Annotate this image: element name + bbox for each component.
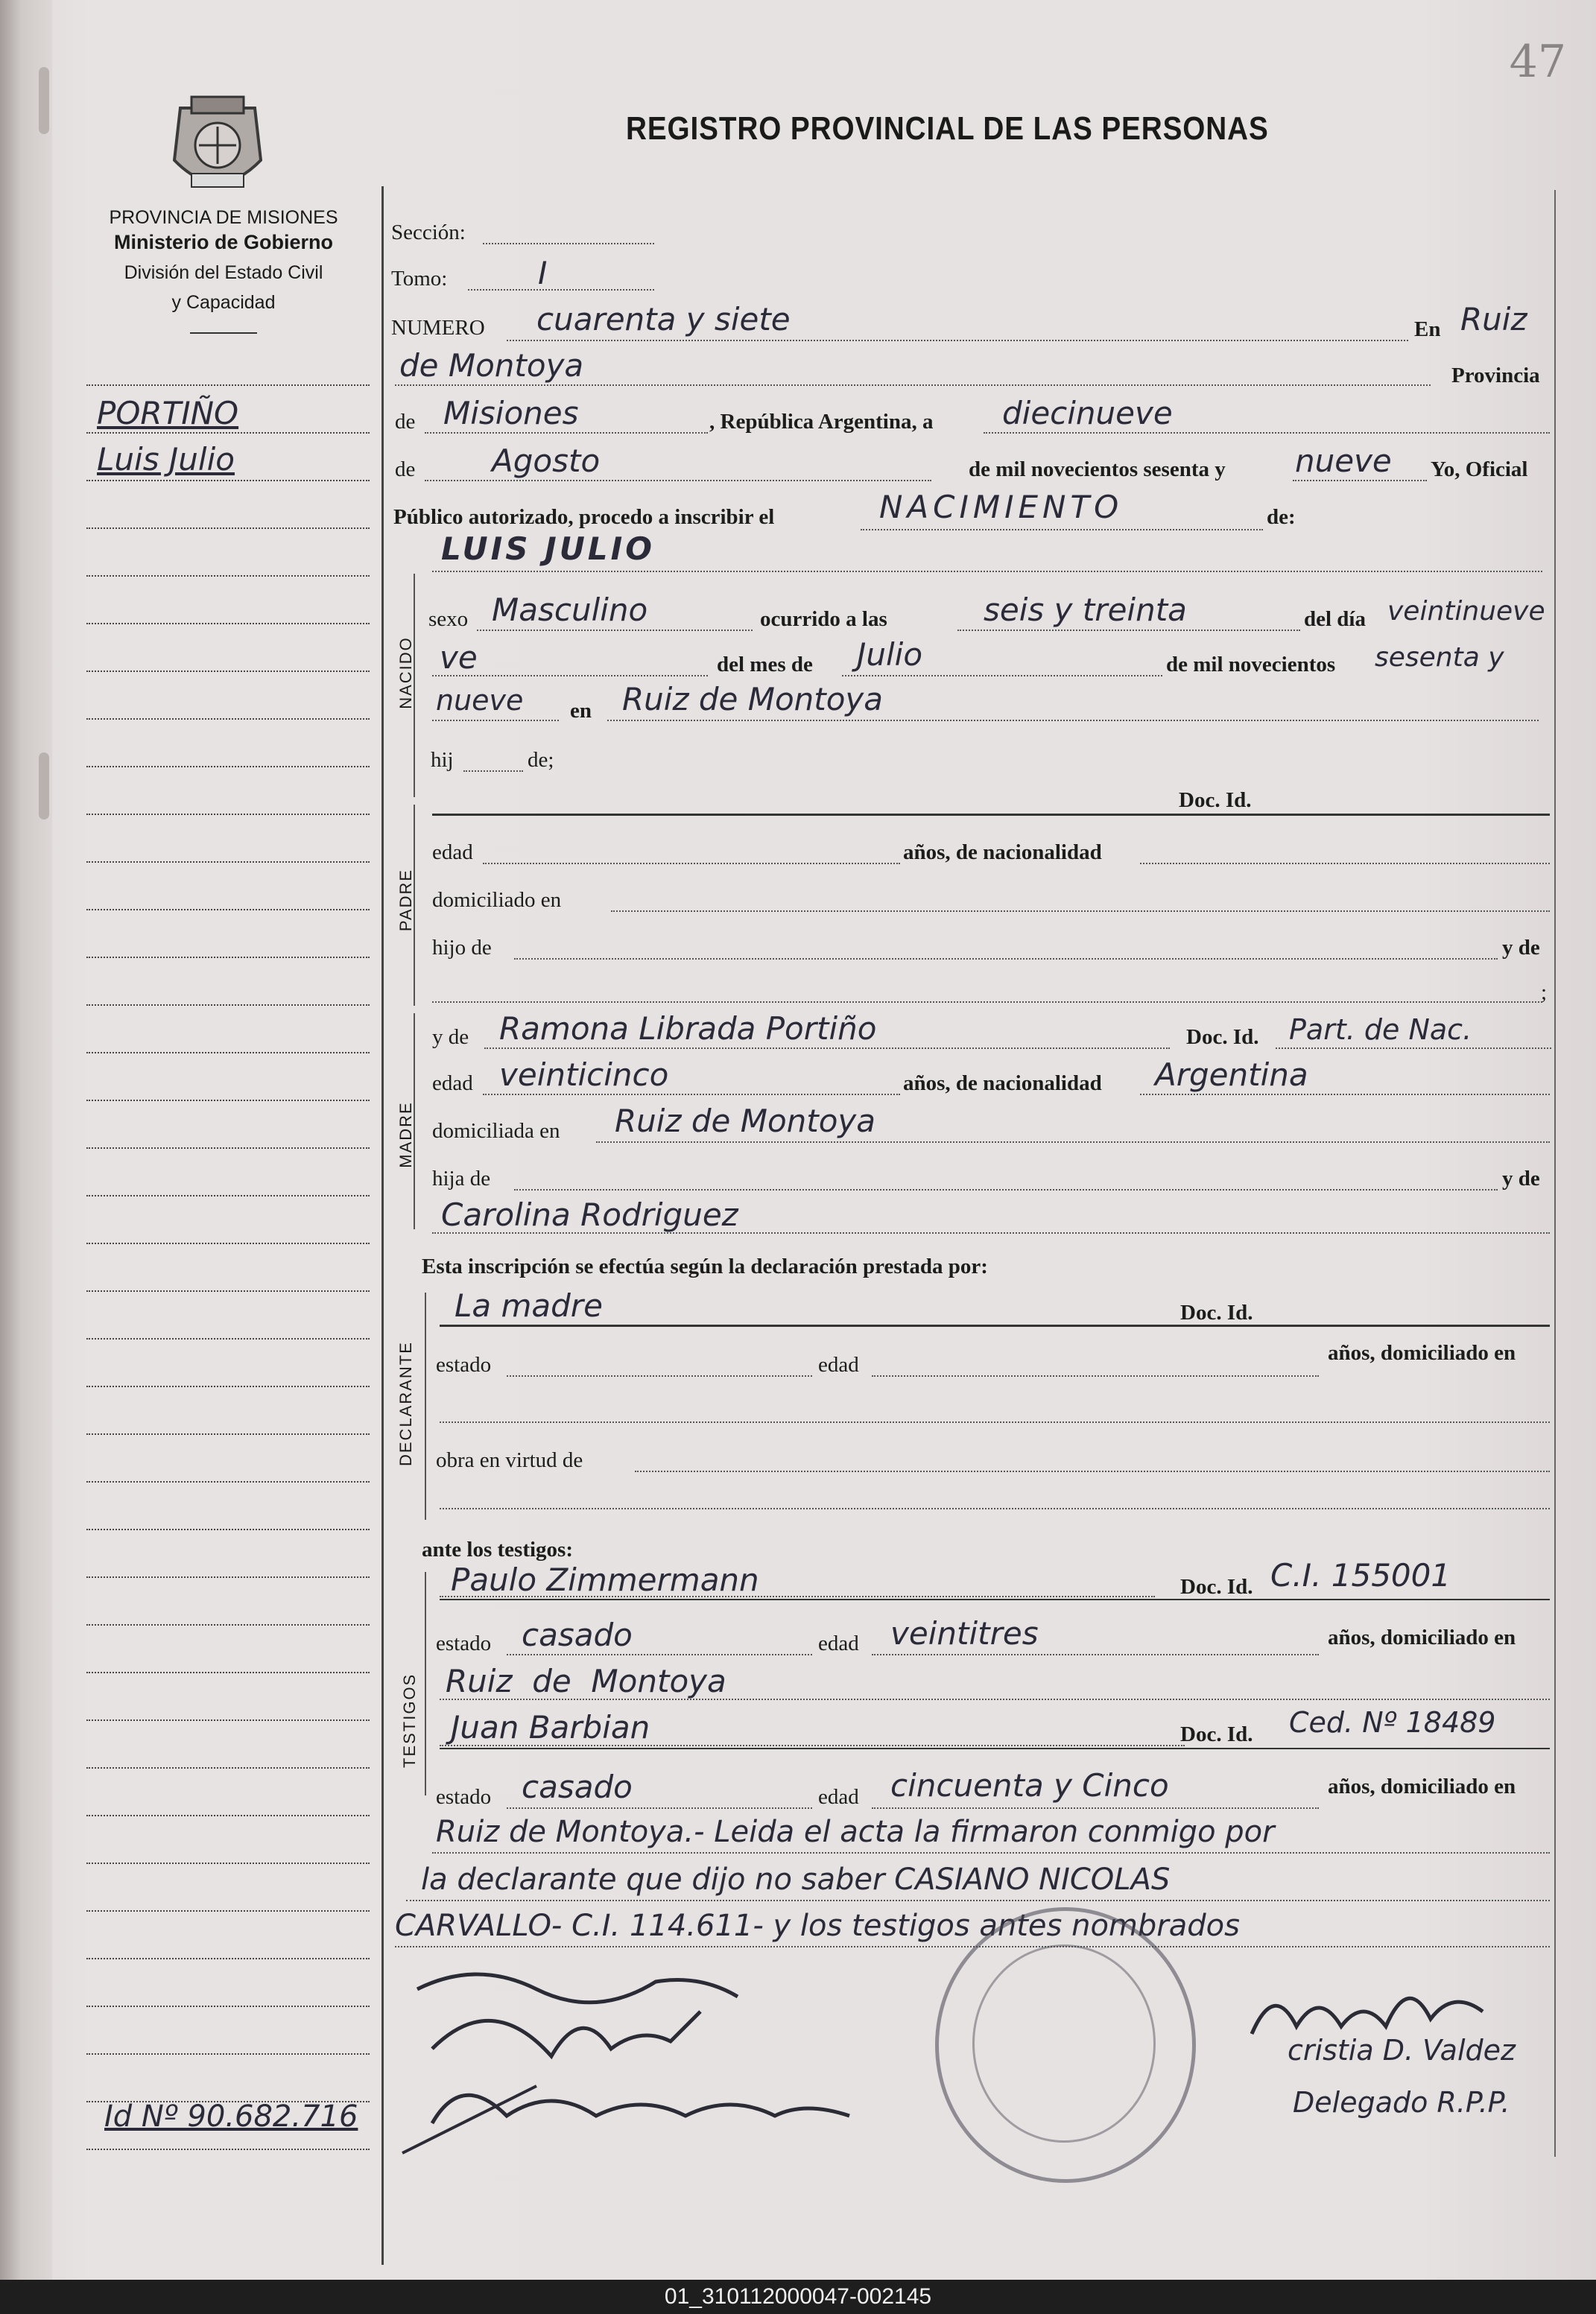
label-doc-id-testigo1: Doc. Id.: [1180, 1575, 1253, 1599]
value-tomo: I: [538, 255, 548, 291]
label-edad-madre: edad: [432, 1071, 473, 1095]
side-label-padre: PADRE: [396, 868, 415, 932]
fill-line: [635, 1471, 1550, 1472]
margin-line: [86, 2053, 370, 2055]
fill-line: [507, 1654, 812, 1655]
value-madre-doc: Part. de Nac.: [1289, 1013, 1472, 1046]
value-testigo2-estado: casado: [522, 1769, 633, 1805]
label-anos-dom-testigo2: años, domiciliado en: [1328, 1775, 1516, 1798]
fill-line: [596, 1141, 1550, 1143]
fill-line: [425, 432, 708, 434]
org-division-2: y Capacidad: [171, 292, 276, 313]
label-doc-id-declarante: Doc. Id.: [1180, 1301, 1253, 1325]
label-ocurrido: ocurrido a las: [760, 607, 887, 631]
fill-line: [483, 863, 900, 864]
value-lugar-1: Ruiz: [1460, 301, 1527, 337]
label-y-de-madre-2: y de: [1502, 1167, 1540, 1191]
margin-line: [86, 1243, 370, 1244]
label-seccion: Sección:: [391, 221, 466, 244]
value-madre-edad: veinticinco: [499, 1056, 669, 1093]
margin-line: [86, 1290, 370, 1292]
margin-line: [86, 909, 370, 910]
margin-line: [86, 671, 370, 672]
fill-line: [872, 1375, 1319, 1377]
fill-line: [432, 1001, 1542, 1003]
margin-id-number: Id Nº 90.682.716: [104, 2099, 358, 2134]
value-dia-nac: veintinueve: [1387, 596, 1545, 627]
fill-line: [440, 1599, 1550, 1600]
label-de: de: [395, 410, 416, 434]
fill-line: [395, 384, 1431, 386]
margin-line: [86, 2149, 370, 2150]
label-yo-oficial: Yo, Oficial: [1431, 457, 1528, 481]
fill-line: [484, 1047, 1170, 1049]
fill-line: [477, 630, 753, 631]
label-doc-id-padre: Doc. Id.: [1179, 788, 1252, 812]
right-border: [1554, 190, 1556, 2157]
margin-line: [86, 1529, 370, 1530]
label-domiciliado-padre: domiciliado en: [432, 888, 562, 912]
fill-line: [432, 571, 1542, 572]
label-anos-nac-padre: años, de nacionalidad: [903, 840, 1102, 864]
margin-line: [86, 1576, 370, 1578]
fill-line: [483, 1094, 900, 1095]
fill-line: [432, 720, 559, 721]
margin-line: [86, 2006, 370, 2007]
value-testigo2-dom: Ruiz de Montoya.- Leida el acta la firmaron conmigo por: [436, 1815, 1275, 1849]
fill-line: [468, 289, 654, 291]
margin-line: [86, 1863, 370, 1864]
section-bracket: [425, 1572, 426, 1795]
label-declaracion: Esta inscripción se efectúa según la declaración prestada por:: [422, 1255, 988, 1278]
label-hijo-de: hijo de: [432, 936, 492, 960]
witness-signatures-icon: [387, 1944, 954, 2168]
fill-line: [842, 675, 1162, 676]
label-doc-id-testigo2: Doc. Id.: [1180, 1722, 1253, 1746]
binding-edge: [0, 0, 52, 2280]
margin-line: [86, 575, 370, 577]
binding-hole: [39, 752, 49, 820]
value-acto: NACIMIENTO: [879, 489, 1124, 525]
org-ministry: Ministerio de Gobierno: [113, 231, 334, 253]
value-madre-dom: Ruiz de Montoya: [615, 1103, 876, 1139]
label-ante: ante los testigos:: [422, 1538, 573, 1562]
label-edad-testigo2: edad: [818, 1785, 859, 1809]
label-de-mil-nov: de mil novecientos: [1166, 653, 1336, 676]
margin-line: [86, 432, 370, 434]
value-hora: seis y treinta: [984, 592, 1187, 628]
fill-line: [984, 432, 1550, 434]
label-edad-declarante: edad: [818, 1353, 859, 1377]
value-declarante: La madre: [455, 1287, 603, 1324]
official-stamp-inner: [972, 1944, 1156, 2143]
margin-line: [86, 1004, 370, 1006]
label-mil-novecientos: de mil novecientos sesenta y: [969, 457, 1226, 481]
side-label-nacido: NACIDO: [396, 636, 415, 709]
footer-image-id: 01_310112000047-002145: [0, 2280, 1596, 2314]
value-cierre-1: la declarante que dijo no saber CASIANO NICOLAS: [421, 1863, 1171, 1897]
margin-line: [86, 1672, 370, 1673]
fill-line: [440, 1748, 1550, 1749]
fill-line: [507, 1807, 812, 1809]
label-obra: obra en virtud de: [436, 1448, 583, 1472]
margin-line: [86, 527, 370, 529]
value-sexo: Masculino: [492, 592, 648, 628]
fill-line: [607, 720, 1539, 721]
value-anio-nac-2: nueve: [436, 684, 524, 717]
side-label-testigos: TESTIGOS: [400, 1673, 419, 1768]
page-number: 47: [1509, 36, 1566, 88]
value-provincia: Misiones: [443, 395, 579, 431]
label-estado-declarante: estado: [436, 1353, 492, 1377]
label-hija-de: hija de: [432, 1167, 491, 1191]
value-nombre: LUIS JULIO: [441, 530, 655, 567]
margin-line: [86, 1386, 370, 1387]
margin-line: [86, 1481, 370, 1483]
side-label-declarante: DECLARANTE: [396, 1341, 415, 1466]
margin-surname: PORTIÑO: [97, 395, 239, 431]
label-de-semicolon: de;: [528, 748, 554, 772]
registry-title: REGISTRO PROVINCIAL DE LAS PERSONAS: [626, 110, 1269, 147]
label-hij: hij: [431, 748, 454, 772]
fill-line: [432, 1852, 1550, 1854]
value-madre-nombre: Ramona Librada Portiño: [499, 1010, 877, 1047]
label-republica: , República Argentina, a: [709, 410, 934, 434]
margin-line: [86, 814, 370, 815]
fill-line: [1140, 863, 1550, 864]
label-domiciliada: domiciliada en: [432, 1119, 560, 1143]
margin-line: [86, 1195, 370, 1196]
fill-line: [514, 958, 1498, 960]
margin-given-names: Luis Julio: [97, 441, 235, 478]
margin-line: [86, 1338, 370, 1340]
value-lugar-2: de Montoya: [399, 347, 584, 384]
margin-line: [86, 1100, 370, 1101]
value-madre-padres: Carolina Rodriguez: [441, 1196, 738, 1233]
label-estado-testigo2: estado: [436, 1785, 492, 1809]
margin-line: [86, 957, 370, 958]
label-sexo: sexo: [428, 607, 469, 631]
fill-line: [507, 340, 1408, 341]
fill-line: [1140, 1094, 1550, 1095]
label-del-dia: del día: [1304, 607, 1366, 631]
fill-line: [440, 1421, 1550, 1423]
label-de: de: [395, 457, 416, 481]
value-anio-nac: sesenta y: [1375, 642, 1504, 673]
value-testigo1: Paulo Zimmermann: [451, 1562, 759, 1598]
value-testigo2-doc: Ced. Nº 18489: [1289, 1706, 1496, 1739]
label-tomo: Tomo:: [391, 267, 448, 291]
value-mes-nac: Julio: [857, 636, 923, 673]
label-estado-testigo1: estado: [436, 1632, 492, 1655]
fill-line: [861, 529, 1263, 530]
fill-line: [507, 1375, 812, 1377]
label-anos-dom-testigo1: años, domiciliado en: [1328, 1626, 1516, 1649]
fill-line: [425, 480, 931, 481]
label-en: En: [1414, 317, 1441, 341]
fill-line: [406, 1900, 1550, 1901]
official-title: Delegado R.P.P.: [1293, 2086, 1510, 2119]
fill-line: [440, 1325, 1550, 1327]
label-edad-testigo1: edad: [818, 1632, 859, 1655]
label-anos-dom-declarante: años, domiciliado en: [1328, 1341, 1516, 1365]
margin-line: [86, 384, 370, 386]
label-y-de-padre: y de: [1502, 936, 1540, 960]
section-bracket: [425, 1293, 426, 1520]
margin-line: [86, 1052, 370, 1053]
side-label-madre: MADRE: [396, 1101, 415, 1168]
value-madre-nac: Argentina: [1155, 1056, 1308, 1093]
value-lugar-nac: Ruiz de Montoya: [622, 681, 884, 717]
fill-line: [872, 1807, 1319, 1809]
label-publico: Público autorizado, procedo a inscribir el: [393, 505, 775, 529]
value-testigo1-dom: Ruiz de Montoya: [446, 1663, 726, 1699]
margin-line: [86, 1719, 370, 1721]
binding-hole: [39, 67, 49, 134]
label-de-colon: de:: [1267, 505, 1296, 529]
label-semicolon: ;: [1541, 980, 1548, 1004]
fill-line: [1276, 1047, 1551, 1049]
value-testigo1-edad: veintitres: [890, 1615, 1039, 1652]
label-del-mes: del mes de: [717, 653, 813, 676]
value-testigo2: Juan Barbian: [451, 1709, 650, 1746]
org-division: División del Estado Civil: [124, 262, 323, 283]
margin-line: [86, 1433, 370, 1435]
label-provincia: Provincia: [1451, 364, 1540, 387]
provincial-seal-icon: [165, 93, 270, 201]
value-numero: cuarenta y siete: [536, 301, 791, 337]
fill-line: [1293, 480, 1427, 481]
label-anos-nac-madre: años, de nacionalidad: [903, 1071, 1102, 1095]
fill-line: [463, 770, 523, 772]
margin-line: [86, 480, 370, 481]
fill-line: [432, 814, 1550, 816]
fill-line: [611, 910, 1550, 912]
value-testigo1-doc: C.I. 155001: [1270, 1557, 1451, 1594]
fill-line: [514, 1189, 1498, 1191]
margin-line: [86, 1910, 370, 1912]
column-divider: [381, 186, 384, 2265]
margin-line: [86, 1147, 370, 1149]
value-testigo2-edad: cincuenta y Cinco: [890, 1767, 1169, 1804]
margin-line: [86, 1624, 370, 1626]
margin-line: [86, 718, 370, 720]
divider: [190, 332, 257, 334]
fill-line: [483, 243, 654, 244]
margin-line: [86, 1767, 370, 1769]
fill-line: [872, 1654, 1319, 1655]
label-en-lower: en: [570, 699, 592, 723]
value-anio: nueve: [1295, 443, 1392, 479]
label-y-de-madre: y de: [432, 1025, 469, 1049]
label-edad-padre: edad: [432, 840, 473, 864]
margin-line: [86, 623, 370, 624]
official-name: cristia D. Valdez: [1288, 2034, 1516, 2067]
value-dia: diecinueve: [1002, 395, 1173, 431]
label-doc-id-madre: Doc. Id.: [1186, 1025, 1259, 1049]
margin-line: [86, 766, 370, 767]
value-dia-nac-2: ve: [440, 639, 478, 676]
value-mes: Agosto: [492, 443, 601, 479]
fill-line: [440, 1508, 1550, 1509]
margin-line: [86, 1815, 370, 1816]
value-cierre-2: CARVALLO- C.I. 114.611- y los testigos antes nombrados: [395, 1909, 1240, 1943]
label-numero: NUMERO: [391, 316, 485, 340]
org-province: PROVINCIA DE MISIONES: [109, 207, 338, 228]
margin-line: [86, 861, 370, 863]
margin-line: [86, 1958, 370, 1959]
value-testigo1-estado: casado: [522, 1617, 633, 1653]
fill-line: [957, 630, 1300, 631]
